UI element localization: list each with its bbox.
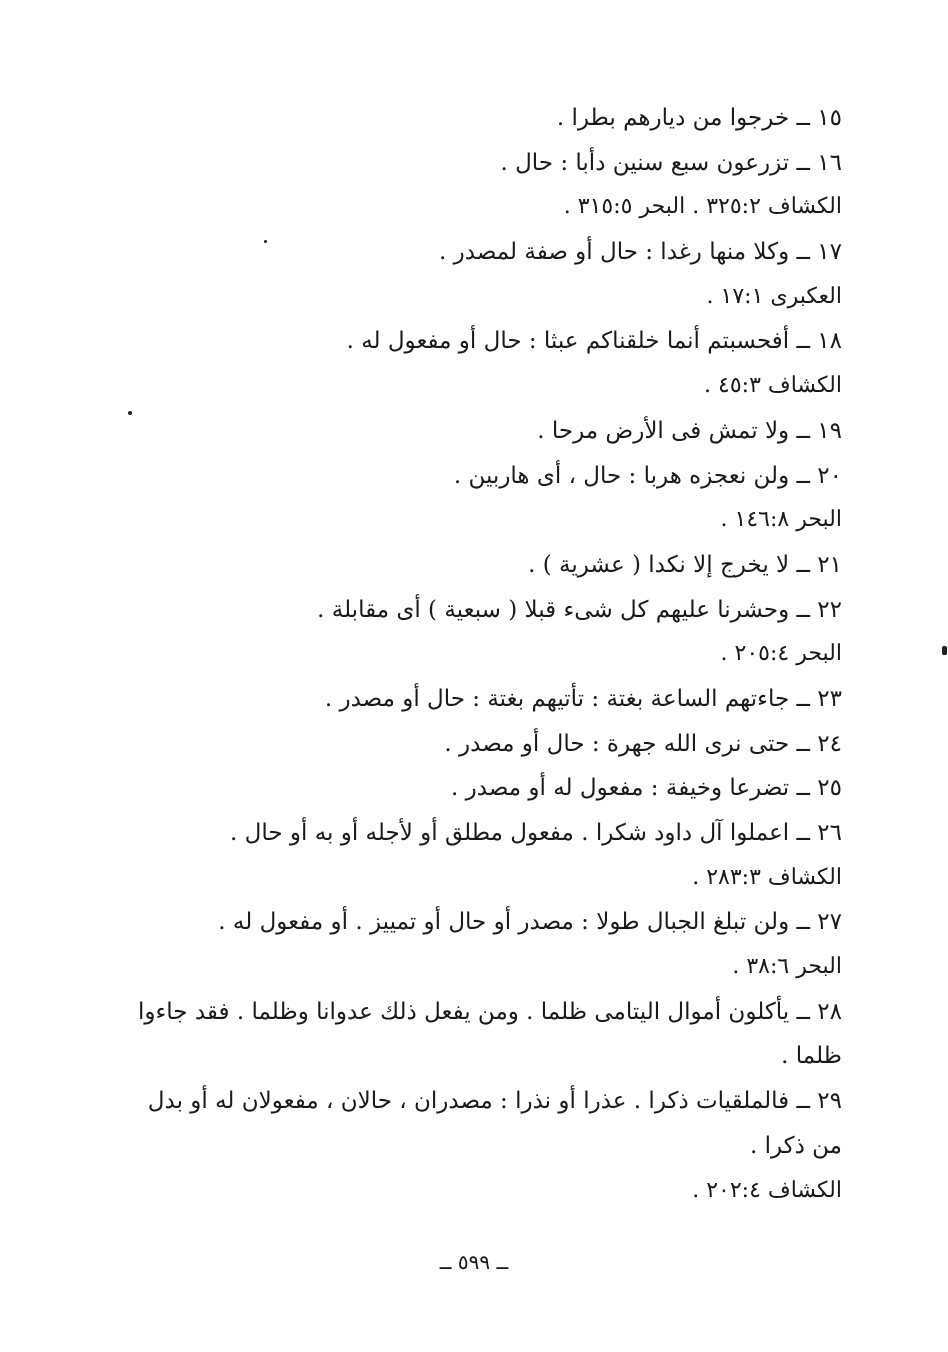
text-line: ٢٠ ــ ولن نعجزه هربا : حال ، أى هاربين . (453, 462, 842, 489)
text-line: ٢١ ــ لا يخرج إلا نكدا ( عشرية ) . (528, 551, 842, 578)
reference-line: الكشاف ٢٨٣:٣ . (692, 864, 842, 890)
text-line: ٢٤ ــ حتى نرى الله جهرة : حال أو مصدر . (444, 730, 842, 757)
text-line: ٢٦ ــ اعملوا آل داود شكرا . مفعول مطلق أو لأجله أو به أو حال . (230, 820, 842, 846)
reference-line: الكشاف ٤٥:٣ . (704, 373, 842, 399)
reference-line: الكشاف ٢٠٢:٤ . (692, 1177, 842, 1203)
text-line: ١٨ ــ أفحسبتم أنما خلقناكم عبثا : حال أو مفعول له . (346, 328, 842, 355)
reference-line: العكبرى ١٧:١ . (706, 283, 842, 309)
reference-line: البحر ١٤٦:٨ . (720, 507, 842, 533)
text-line: ١٦ ــ تزرعون سبع سنين دأبا : حال . (500, 149, 842, 176)
text-line: من ذكرا . (749, 1132, 842, 1159)
text-body (102, 96, 842, 1213)
reference-line: البحر ٢٠٥:٤ . (720, 641, 842, 667)
text-line: ٢٧ ــ ولن تبلغ الجبال طولا : مصدر أو حال أو تمييز . أو مفعول له . (218, 909, 842, 936)
scan-speck (942, 646, 947, 655)
reference-line: البحر ٣٨:٦ . (732, 954, 842, 980)
reference-line: الكشاف ٣٢٥:٢ . البحر ٣١٥:٥ . (563, 194, 842, 220)
text-line: ٢٩ ــ فالملقيات ذكرا . عذرا أو نذرا : مصدران ، حالان ، مفعولان له أو بدل (147, 1088, 842, 1115)
text-line: ٢٣ ــ جاءتهم الساعة بغتة : تأتيهم بغتة : حال أو مصدر . (324, 685, 842, 712)
text-line: ٢٥ ــ تضرعا وخيفة : مفعول له أو مصدر . (451, 775, 842, 802)
text-line: ٢٢ ــ وحشرنا عليهم كل شىء قبلا ( سبعية ) أى مقابلة . (317, 596, 842, 623)
page-number: ــ ٥٩٩ ــ (439, 1250, 509, 1274)
text-line: ٢٨ ــ يأكلون أموال اليتامى ظلما . ومن يفعل ذلك عدوانا وظلما . فقد جاءوا (137, 998, 842, 1025)
text-line: ١٥ ــ خرجوا من ديارهم بطرا . (556, 105, 842, 131)
scan-speck (128, 411, 132, 415)
text-line: ١٩ ــ ولا تمش فى الأرض مرحا . (537, 417, 842, 444)
scan-speck (264, 240, 267, 243)
text-line: ظلما . (781, 1043, 842, 1070)
text-line: ١٧ ــ وكلا منها رغدا : حال أو صفة لمصدر . (439, 239, 842, 266)
